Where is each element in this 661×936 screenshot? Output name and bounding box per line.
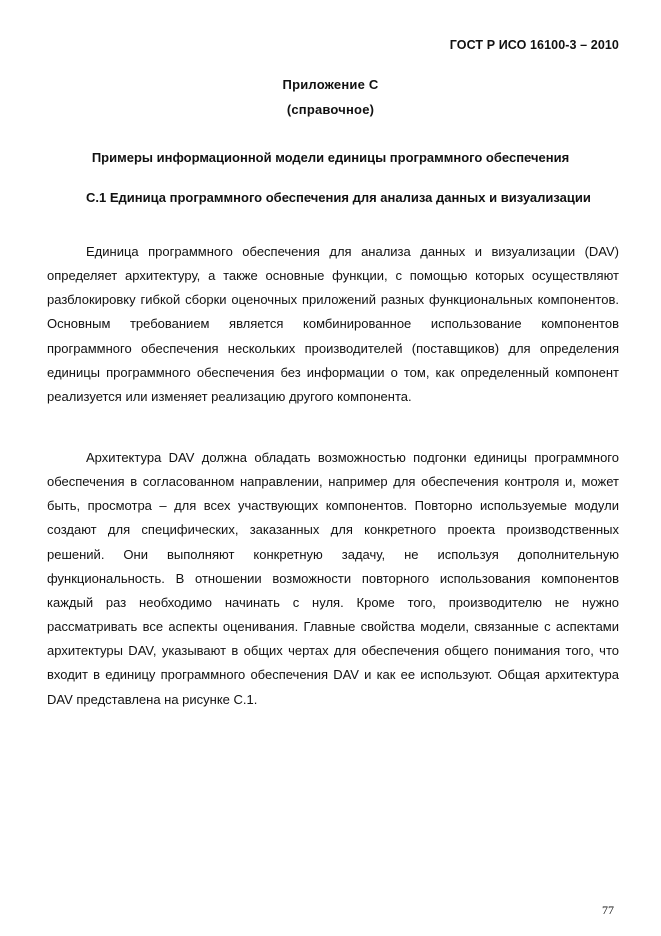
page-number: 77: [602, 903, 614, 917]
annex-kind: (справочное): [286, 102, 375, 117]
paragraph-1: Единица программного обеспечения для анализа данных и визуализации (DAV) определяет архитектуру, а также основные функции, с помощью которых осуществляют разблокировку гибкой сборки оценочных приложений разных функциональных компонентов. Основным требованием является комбинированное использование компонентов программного обеспечения нескольких производителей (поставщиков) для определения единицы программного обеспечения без информации о том, как определенный компонент реализуется или изменяет реализацию другого компонента.: [47, 244, 619, 404]
annex-title: Приложение С: [282, 77, 379, 92]
section-heading: С.1 Единица программного обеспечения для анализа данных и визуализации: [86, 190, 591, 205]
standard-code-header: ГОСТ Р ИСО 16100-3 – 2010: [449, 38, 619, 52]
main-heading: Примеры информационной модели единицы программного обеспечения: [91, 150, 570, 165]
paragraph-2: Архитектура DAV должна обладать возможностью подгонки единицы программного обеспечения в согласованном направлении, например для обеспечения контроля и, может быть, просмотра – для всех участвующих компонентов. Повторно используемые модули создают для специфических, заказанных для конкретного проекта производственных решений. Они выполняют конкретную задачу, не используя дополнительную функциональность. В отношении возможности повторного использования компонентов каждый раз необходимо начинать с нуля. Кроме того, производителю не нужно рассматривать все аспекты оценивания. Главные свойства модели, связанные с аспектами архитектуры DAV, указывают в общих чертах для обеспечения общего понимания того, что входит в единицу программного обеспечения DAV и как ее используют. Общая архитектура DAV представлена на рисунке С.1.: [47, 450, 619, 707]
